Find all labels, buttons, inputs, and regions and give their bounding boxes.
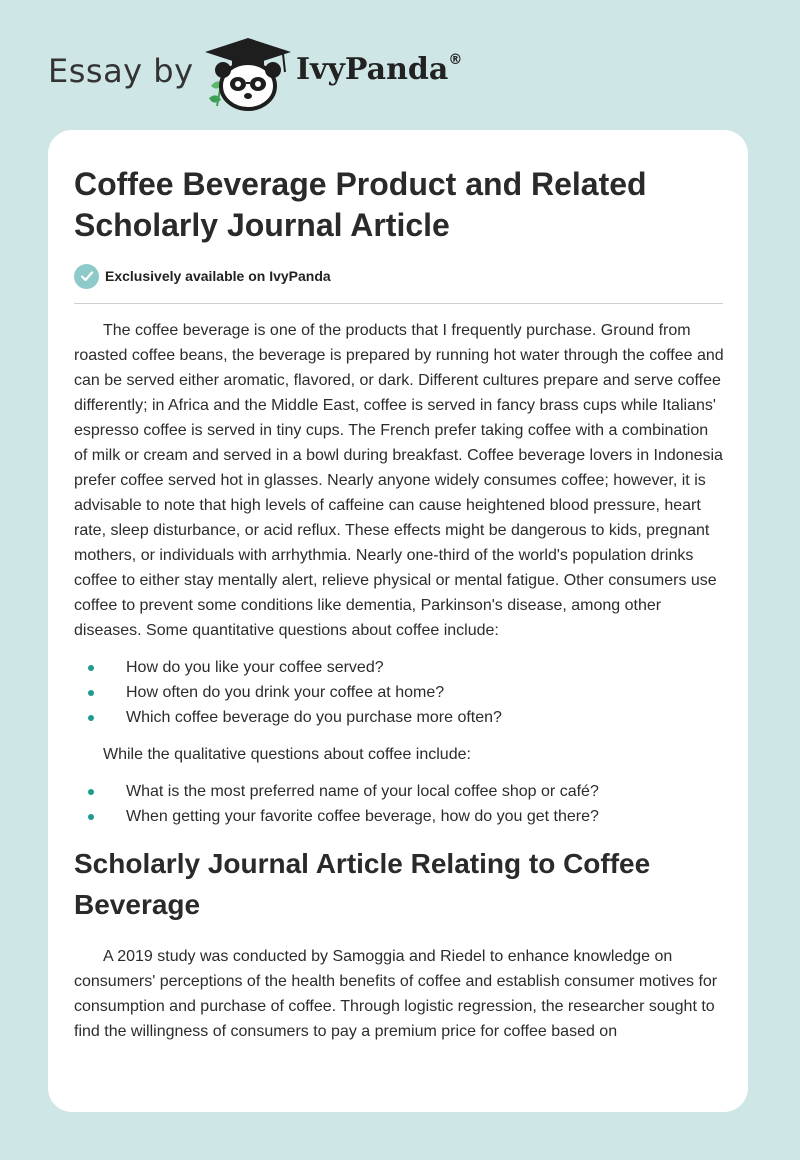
panda-logo-icon[interactable] — [203, 36, 293, 112]
qualitative-list — [74, 779, 724, 829]
list-item: How often do you drink your coffee at home? — [74, 680, 724, 705]
section-paragraph: A 2019 study was conducted by Samoggia and Riedel to enhance knowledge on consumers' perceptions of the health benefits of coffee and establish consumer motives for consumption and purchase of coffee. Through logistic regression, the researcher sought to find the willingness of consumers to pay a premium price for coffee based on — [74, 948, 718, 1040]
list-item: How do you like your coffee served? — [74, 655, 724, 680]
bullet-icon — [88, 789, 94, 795]
page-title: Coffee Beverage Product and Related Scholarly Journal Article — [74, 166, 647, 243]
registered-mark: ® — [448, 52, 463, 68]
list-item: Which coffee beverage do you purchase more often? — [74, 705, 724, 730]
article-body — [74, 318, 724, 1044]
bullet-icon — [88, 814, 94, 820]
quantitative-list — [74, 655, 724, 730]
brand-name[interactable]: IvyPanda® — [296, 52, 463, 87]
exclusive-badge — [74, 263, 331, 289]
intro-paragraph: The coffee beverage is one of the products that I frequently purchase. Ground from roasted coffee beans, the beverage is prepared by running hot water through the coffee and can be served either aromatic, flavored, or dark. Different cultures prepare and serve coffee differently; in Africa and the Middle East, coffee is served in fancy brass cups while Italians' espresso coffee is served in tiny cups. The French prefer taking coffee with a combination of milk or cream and served in a bowl during breakfast. Coffee beverage lovers in Indonesia prefer coffee served hot in glasses. Nearly anyone widely consumes coffee; however, it is advisable to note that high levels of caffeine can cause heightened blood pressure, heart rate, sleep disturbance, or acid reflux. These effects might be dangerous to kids, pregnant mothers, or individuals with arrhythmia. Nearly one-third of the world's population drinks coffee to either stay mentally alert, relieve physical or mental fatigue. Other consumers use coffee to prevent some conditions like dementia, Parkinson's disease, among other diseases. Some quantitative questions about coffee include: — [74, 322, 724, 639]
qualitative-intro: While the qualitative questions about coffee include: — [103, 746, 471, 763]
bullet-icon — [88, 690, 94, 696]
site-header — [48, 32, 548, 112]
bullet-icon — [88, 715, 94, 721]
badge-label: Exclusively available on IvyPanda — [105, 268, 331, 284]
essay-by-label: Essay by — [48, 52, 194, 90]
list-item: When getting your favorite coffee beverage, how do you get there? — [74, 804, 724, 829]
check-icon — [74, 264, 99, 289]
article-card — [48, 130, 748, 1112]
divider — [74, 303, 723, 304]
bullet-icon — [88, 665, 94, 671]
section-heading: Scholarly Journal Article Relating to Coffee Beverage — [74, 848, 651, 920]
list-item: What is the most preferred name of your local coffee shop or café? — [74, 779, 724, 804]
